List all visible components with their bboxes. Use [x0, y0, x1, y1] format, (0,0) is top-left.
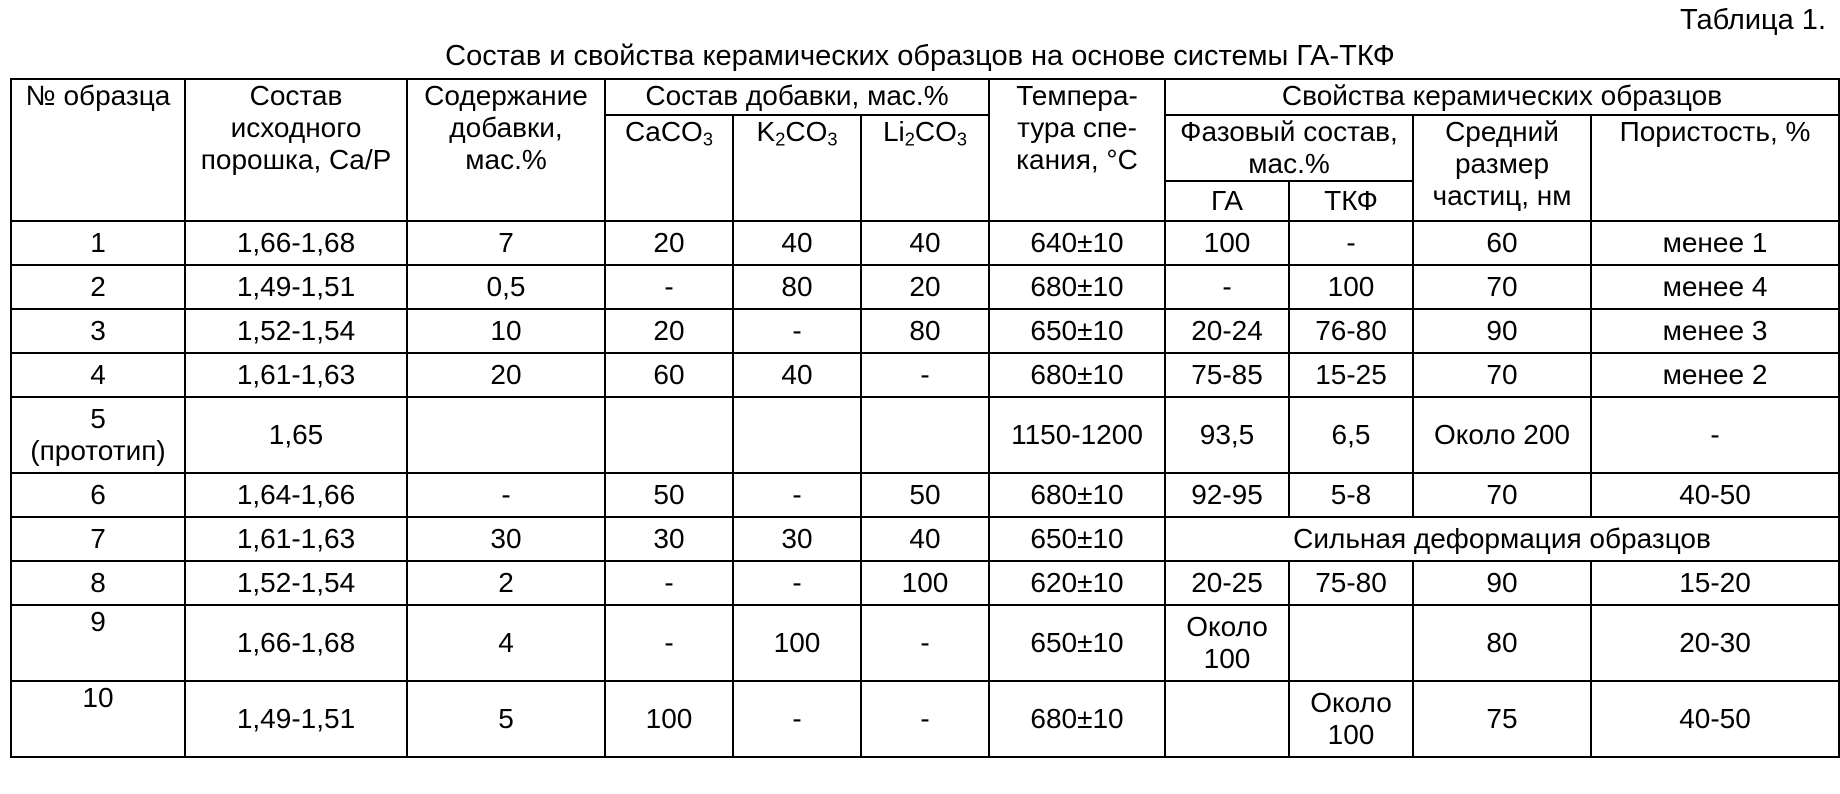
cell-ga: 75-85 [1165, 353, 1289, 397]
table-number: Таблица 1. [1680, 4, 1826, 36]
cell-sample-no: 8 [11, 561, 185, 605]
cell-k2co3: 40 [733, 221, 861, 265]
cell-temp: 1150-1200 [989, 397, 1165, 473]
cell-deformation-note: Сильная деформация образцов [1165, 517, 1839, 561]
cell-li2co3: 20 [861, 265, 989, 309]
cell-temp: 650±10 [989, 309, 1165, 353]
cell-content: 5 [407, 681, 605, 757]
cell-ga [1165, 681, 1289, 757]
cell-temp: 680±10 [989, 265, 1165, 309]
cell-k2co3: 30 [733, 517, 861, 561]
cell-ga: 20-24 [1165, 309, 1289, 353]
cell-tkf: 76-80 [1289, 309, 1413, 353]
cell-porosity: менее 2 [1591, 353, 1839, 397]
cell-size: 70 [1413, 353, 1591, 397]
header-phase-composition: Фазовый состав, мас.% [1165, 115, 1413, 181]
cell-ga: Около 100 [1165, 605, 1289, 681]
cell-porosity: 40-50 [1591, 681, 1839, 757]
cell-ca-p: 1,61-1,63 [185, 517, 407, 561]
cell-k2co3 [733, 397, 861, 473]
cell-size: 90 [1413, 561, 1591, 605]
header-caco3: CaCO$_3$ [605, 115, 733, 221]
cell-temp: 680±10 [989, 681, 1165, 757]
table-caption: Состав и свойства керамических образцов на основе системы ГА-ТКФ [445, 40, 1395, 72]
cell-sample-no: 1 [11, 221, 185, 265]
table-row [11, 517, 1839, 561]
cell-temp: 650±10 [989, 517, 1165, 561]
cell-content: 7 [407, 221, 605, 265]
cell-porosity: менее 1 [1591, 221, 1839, 265]
cell-ca-p: 1,52-1,54 [185, 309, 407, 353]
cell-li2co3: 100 [861, 561, 989, 605]
cell-caco3: 20 [605, 221, 733, 265]
cell-sample-no: 10 [11, 681, 185, 757]
table-row [11, 473, 1839, 517]
cell-k2co3: 80 [733, 265, 861, 309]
cell-k2co3: - [733, 473, 861, 517]
cell-content: 4 [407, 605, 605, 681]
cell-tkf: 100 [1289, 265, 1413, 309]
header-additive-content: Содержание добавки, мас.% [407, 79, 605, 221]
cell-tkf: 6,5 [1289, 397, 1413, 473]
cell-caco3: 20 [605, 309, 733, 353]
cell-porosity: 15-20 [1591, 561, 1839, 605]
cell-temp: 680±10 [989, 473, 1165, 517]
cell-porosity: менее 4 [1591, 265, 1839, 309]
cell-temp: 680±10 [989, 353, 1165, 397]
cell-content: 2 [407, 561, 605, 605]
header-sample-no: № образца [11, 79, 185, 221]
cell-porosity: - [1591, 397, 1839, 473]
cell-porosity: 40-50 [1591, 473, 1839, 517]
cell-tkf: 5-8 [1289, 473, 1413, 517]
cell-caco3: 100 [605, 681, 733, 757]
header-tkf: ТКФ [1289, 181, 1413, 221]
table-row [11, 265, 1839, 309]
cell-k2co3: - [733, 681, 861, 757]
cell-ca-p: 1,61-1,63 [185, 353, 407, 397]
cell-caco3: 50 [605, 473, 733, 517]
cell-k2co3: - [733, 561, 861, 605]
table-row [11, 561, 1839, 605]
cell-tkf: 15-25 [1289, 353, 1413, 397]
table-row [11, 353, 1839, 397]
cell-porosity: менее 3 [1591, 309, 1839, 353]
cell-tkf: - [1289, 221, 1413, 265]
cell-li2co3: 50 [861, 473, 989, 517]
cell-ga: 93,5 [1165, 397, 1289, 473]
cell-li2co3: - [861, 681, 989, 757]
cell-sample-no: 2 [11, 265, 185, 309]
table-row [11, 681, 1839, 757]
cell-ca-p: 1,65 [185, 397, 407, 473]
cell-tkf: Около 100 [1289, 681, 1413, 757]
cell-ga: 92-95 [1165, 473, 1289, 517]
cell-li2co3 [861, 397, 989, 473]
cell-li2co3: 40 [861, 517, 989, 561]
cell-sample-no: 7 [11, 517, 185, 561]
cell-ca-p: 1,64-1,66 [185, 473, 407, 517]
header-powder-composition: Состав исходного порошка, Ca/P [185, 79, 407, 221]
cell-k2co3: - [733, 309, 861, 353]
cell-k2co3: 40 [733, 353, 861, 397]
cell-ga: 20-25 [1165, 561, 1289, 605]
cell-temp: 650±10 [989, 605, 1165, 681]
cell-k2co3: 100 [733, 605, 861, 681]
cell-temp: 620±10 [989, 561, 1165, 605]
cell-sample-no: 4 [11, 353, 185, 397]
cell-size: 90 [1413, 309, 1591, 353]
cell-size: 60 [1413, 221, 1591, 265]
header-additive-composition: Состав добавки, мас.% [605, 79, 989, 115]
header-li2co3: $Li_2CO_3$ [861, 115, 989, 221]
header-k2co3: $K_2CO_3$ [733, 115, 861, 221]
cell-sample-no: 5 (прототип) [11, 397, 185, 473]
cell-size: 70 [1413, 265, 1591, 309]
cell-ca-p: 1,66-1,68 [185, 605, 407, 681]
cell-content: 30 [407, 517, 605, 561]
cell-tkf: 75-80 [1289, 561, 1413, 605]
cell-sample-no: 6 [11, 473, 185, 517]
cell-caco3: - [605, 605, 733, 681]
cell-porosity: 20-30 [1591, 605, 1839, 681]
cell-ga: - [1165, 265, 1289, 309]
cell-size: Около 200 [1413, 397, 1591, 473]
cell-ca-p: 1,66-1,68 [185, 221, 407, 265]
cell-size: 70 [1413, 473, 1591, 517]
cell-ca-p: 1,49-1,51 [185, 265, 407, 309]
cell-li2co3: 40 [861, 221, 989, 265]
header-properties: Свойства керамических образцов [1165, 79, 1839, 115]
cell-tkf [1289, 605, 1413, 681]
cell-caco3: - [605, 265, 733, 309]
cell-caco3: 30 [605, 517, 733, 561]
cell-caco3: 60 [605, 353, 733, 397]
cell-li2co3: - [861, 605, 989, 681]
cell-temp: 640±10 [989, 221, 1165, 265]
cell-ca-p: 1,52-1,54 [185, 561, 407, 605]
table-row [11, 221, 1839, 265]
header-sinter-temp: Темпера-тура спе-кания, °С [989, 79, 1165, 221]
cell-size: 75 [1413, 681, 1591, 757]
composition-table [10, 78, 1840, 758]
cell-caco3: - [605, 561, 733, 605]
header-particle-size: Средний размер частиц, нм [1413, 115, 1591, 221]
cell-content [407, 397, 605, 473]
cell-sample-no: 3 [11, 309, 185, 353]
header-porosity: Пористость, % [1591, 115, 1839, 221]
cell-content: - [407, 473, 605, 517]
table-row [11, 605, 1839, 681]
cell-ga: 100 [1165, 221, 1289, 265]
cell-ca-p: 1,49-1,51 [185, 681, 407, 757]
cell-size: 80 [1413, 605, 1591, 681]
table-row [11, 309, 1839, 353]
cell-caco3 [605, 397, 733, 473]
cell-li2co3: 80 [861, 309, 989, 353]
table-row [11, 397, 1839, 473]
cell-li2co3: - [861, 353, 989, 397]
cell-sample-no: 9 [11, 605, 185, 681]
header-ga: ГА [1165, 181, 1289, 221]
cell-content: 10 [407, 309, 605, 353]
cell-content: 20 [407, 353, 605, 397]
cell-content: 0,5 [407, 265, 605, 309]
